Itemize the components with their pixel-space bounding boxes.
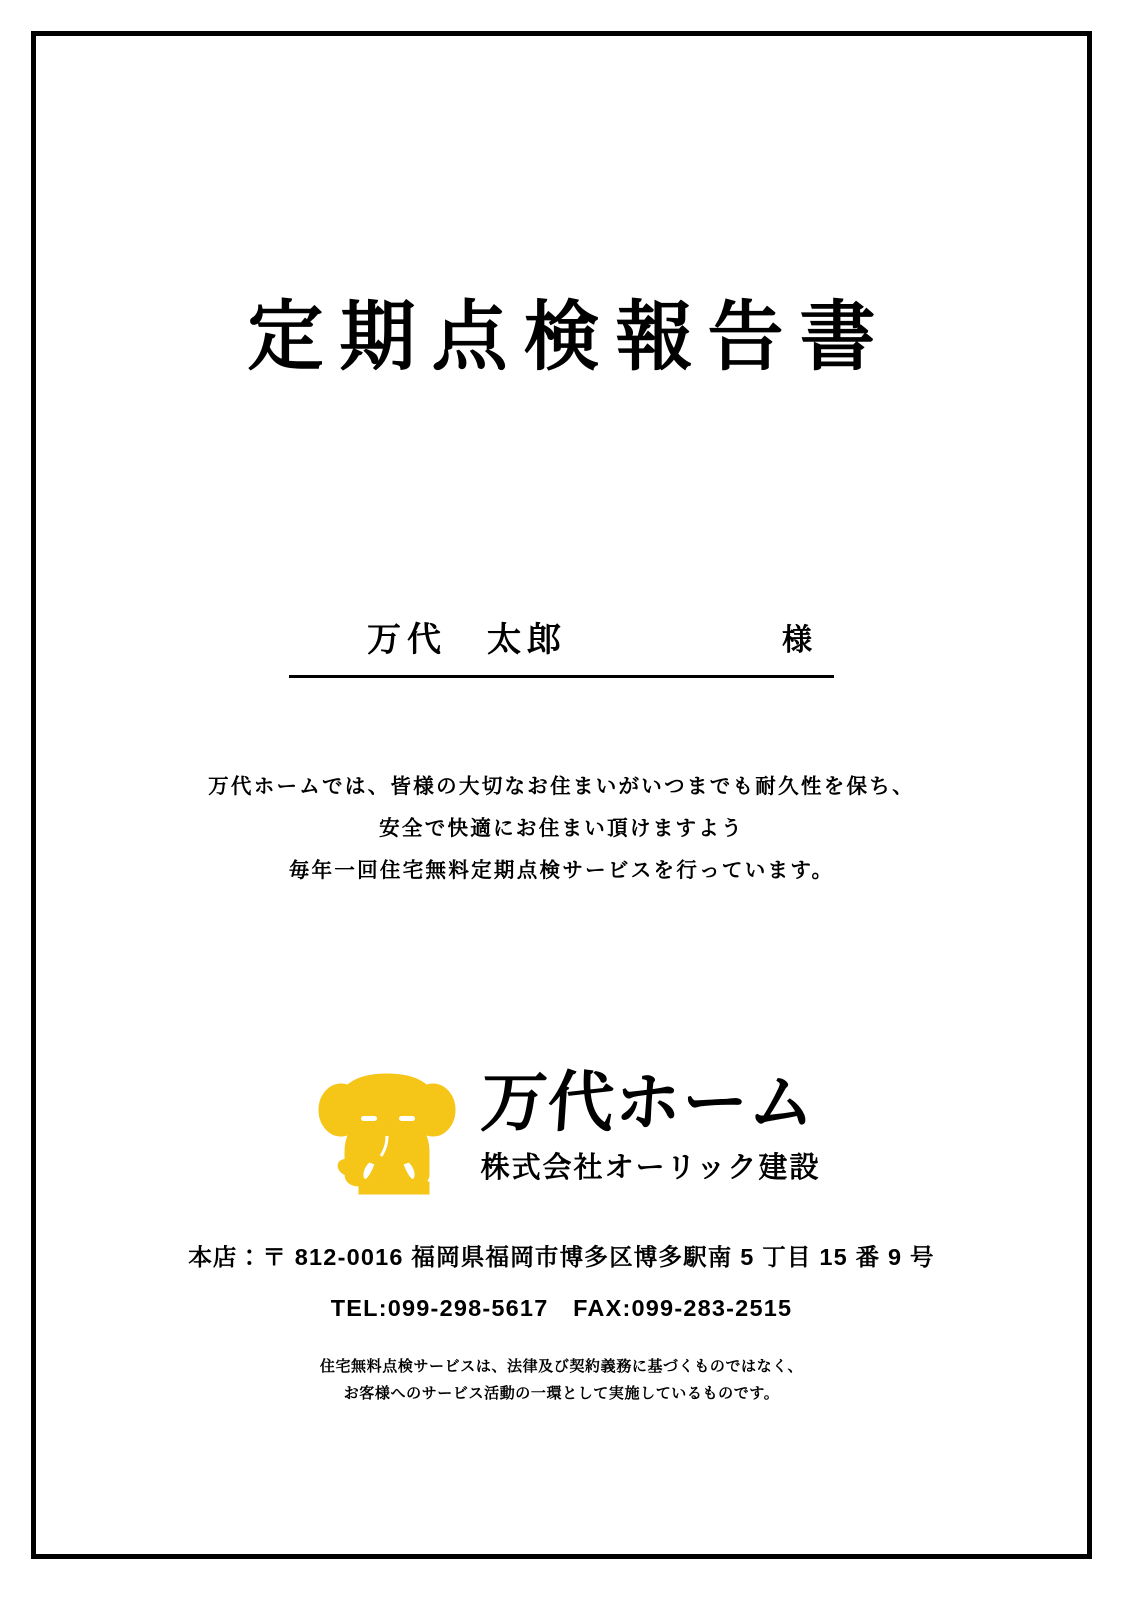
page-content <box>31 31 1092 1559</box>
intro-line: 毎年一回住宅無料定期点検サービスを行っています。 <box>288 858 835 882</box>
elephant-mascot-icon <box>303 1070 471 1200</box>
logo-text <box>478 1064 821 1186</box>
company-logo <box>31 1064 1092 1200</box>
footer-disclaimer-line: お客様へのサービス活動の一環として実施しているものです。 <box>343 1385 780 1403</box>
customer-honorific: 様 <box>782 623 812 657</box>
customer-name-value: 万代 太郎 <box>367 620 567 659</box>
intro-line: 万代ホームでは、皆様の大切なお住まいがいつまでも耐久性を保ち、 <box>208 774 915 798</box>
intro-paragraph <box>208 766 915 892</box>
page-title: 定期点検報告書 <box>247 295 892 380</box>
brand-name: 万代ホーム <box>478 1064 819 1139</box>
footer-disclaimer <box>320 1353 803 1409</box>
head-office-address: 本店：〒 812-0016 福岡県福岡市博多区博多駅南 5 丁目 15 番 9 号 <box>188 1243 935 1270</box>
company-name: 株式会社オーリック建設 <box>480 1151 821 1184</box>
customer-name-field <box>289 612 834 678</box>
intro-line: 安全で快適にお住まい頂けますよう <box>379 816 744 840</box>
footer-disclaimer-line: 住宅無料点検サービスは、法律及び契約義務に基づくものではなく、 <box>319 1357 804 1375</box>
contact-phone-fax: TEL:099-298-5617 FAX:099-283-2515 <box>330 1294 793 1321</box>
